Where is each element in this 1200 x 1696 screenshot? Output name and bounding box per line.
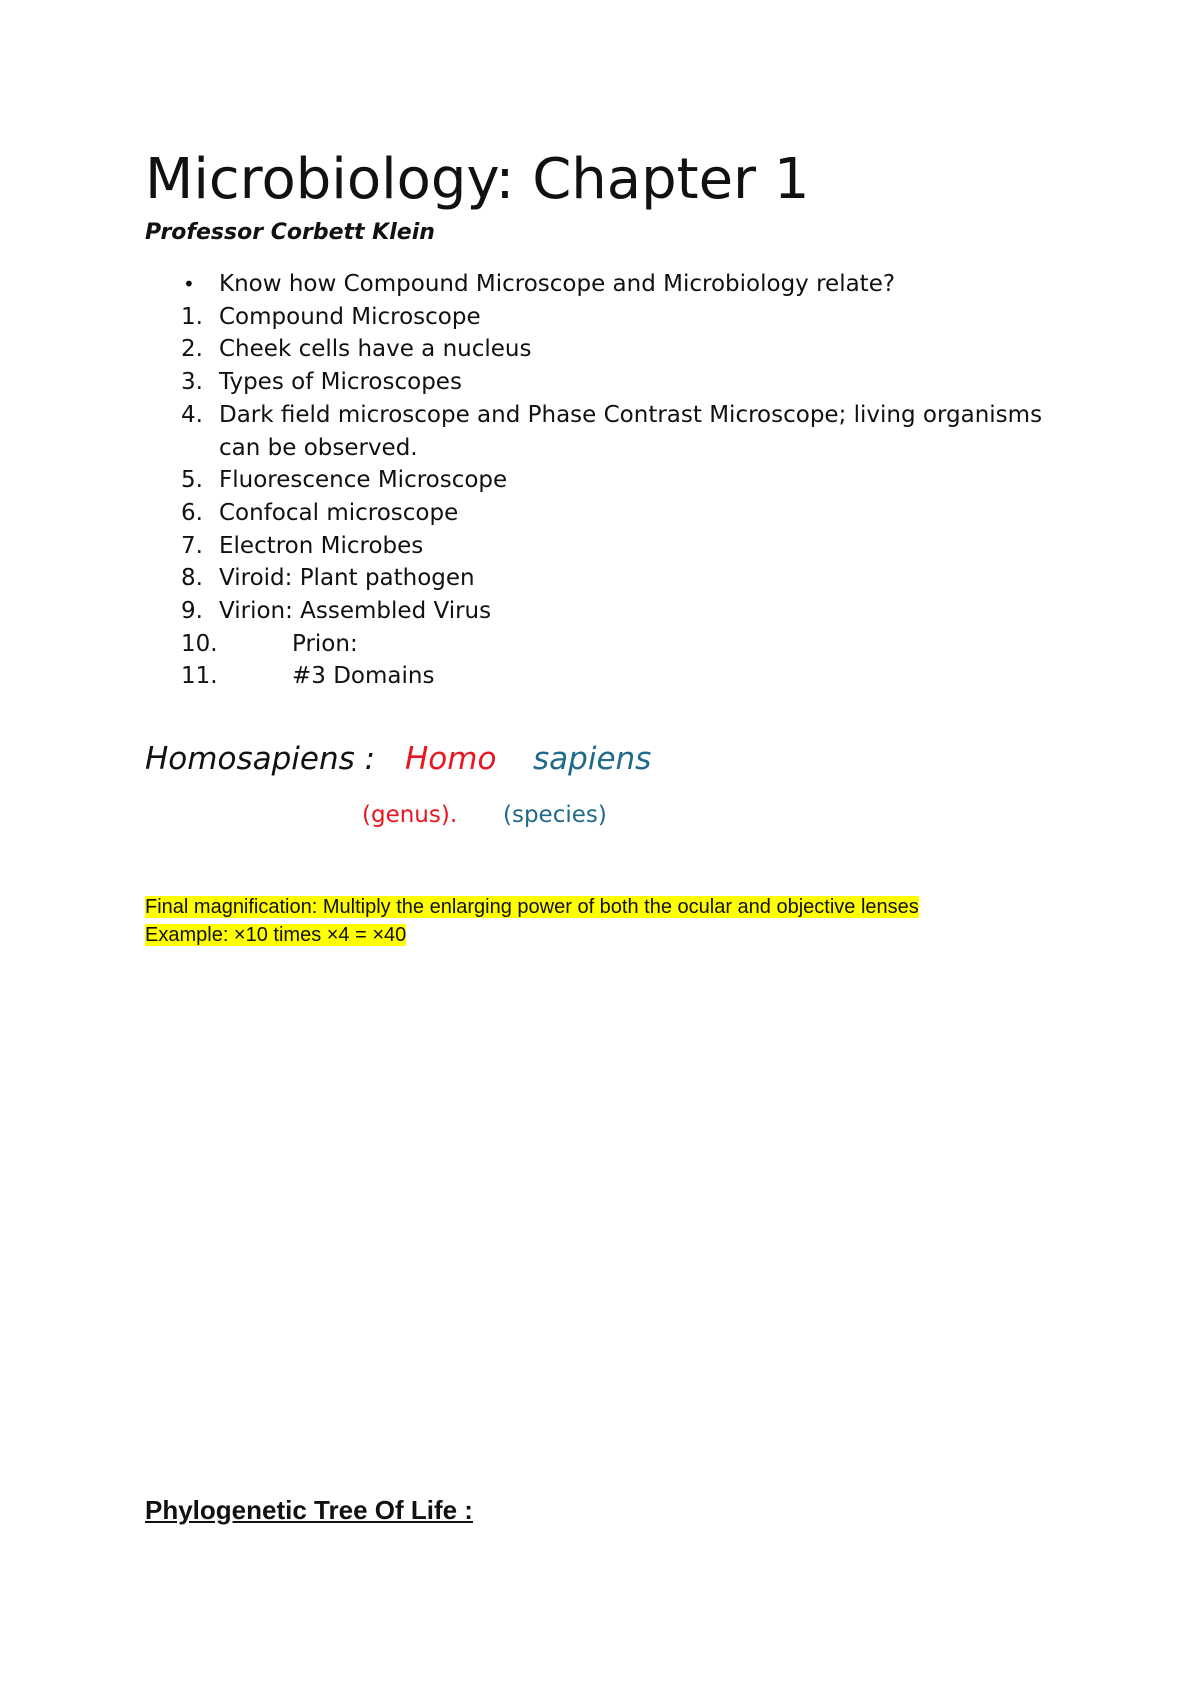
binomial-name-row: [145, 739, 652, 779]
author-line: Professor Corbett Klein: [145, 220, 435, 245]
topic-list: [145, 268, 1045, 693]
list-item: [145, 660, 1045, 693]
bullet-marker: •: [183, 272, 195, 296]
species-rank-label: (species): [503, 802, 607, 828]
magnification-note: [145, 893, 919, 949]
list-item-text: Know how Compound Microscope and Microbiology relate?: [219, 271, 896, 297]
list-item: [145, 595, 1045, 628]
list-number: 6.: [181, 499, 203, 526]
list-item-text: Fluorescence Microscope: [219, 467, 508, 494]
section-heading: Phylogenetic Tree Of Life :: [145, 1495, 473, 1525]
list-number: 2.: [181, 336, 203, 363]
list-item-text: Types of Microscopes: [219, 369, 462, 396]
list-number: 1.: [181, 303, 203, 330]
list-number: 5.: [181, 467, 203, 494]
list-item: [145, 333, 1045, 366]
list-item: [145, 268, 1045, 301]
list-item: [145, 562, 1045, 595]
list-number: 4.: [181, 401, 203, 428]
list-number: 7.: [181, 532, 203, 559]
list-item: [145, 301, 1045, 334]
highlighted-text: Example: ×10 times ×4 = ×40: [145, 924, 407, 946]
list-number: 3.: [181, 369, 203, 396]
list-item-text: Confocal microscope: [219, 499, 459, 526]
list-item: [145, 464, 1045, 497]
genus-word: Homo: [405, 741, 497, 777]
binomial-label: Homosapiens :: [145, 741, 376, 777]
list-item: [145, 530, 1045, 563]
list-item: [145, 497, 1045, 530]
list-item: [145, 366, 1045, 399]
list-item-text: Viroid: Plant pathogen: [219, 565, 475, 592]
list-item: [145, 399, 1045, 464]
list-number: 8.: [181, 565, 203, 592]
list-item-text: Cheek cells have a nucleus: [219, 336, 532, 363]
list-item: [145, 628, 1045, 661]
list-item-text: #3 Domains: [292, 663, 435, 690]
list-number: 9.: [181, 598, 203, 625]
list-item-text: Electron Microbes: [219, 532, 424, 559]
list-number: 10.: [181, 630, 218, 657]
list-item-text: Compound Microscope: [219, 303, 481, 330]
list-number: 11.: [181, 663, 218, 690]
list-item-text: Prion:: [292, 630, 358, 657]
species-word: sapiens: [533, 741, 652, 777]
highlighted-text: Final magnification: Multiply the enlarging power of both the ocular and objective lenses: [145, 896, 919, 918]
list-item-text: Virion: Assembled Virus: [219, 598, 492, 625]
genus-rank-label: (genus).: [362, 802, 458, 828]
page-title: Microbiology: Chapter 1: [145, 147, 810, 212]
list-item-text: Dark field microscope and Phase Contrast Microscope; living organisms can be observed.: [219, 401, 1043, 461]
